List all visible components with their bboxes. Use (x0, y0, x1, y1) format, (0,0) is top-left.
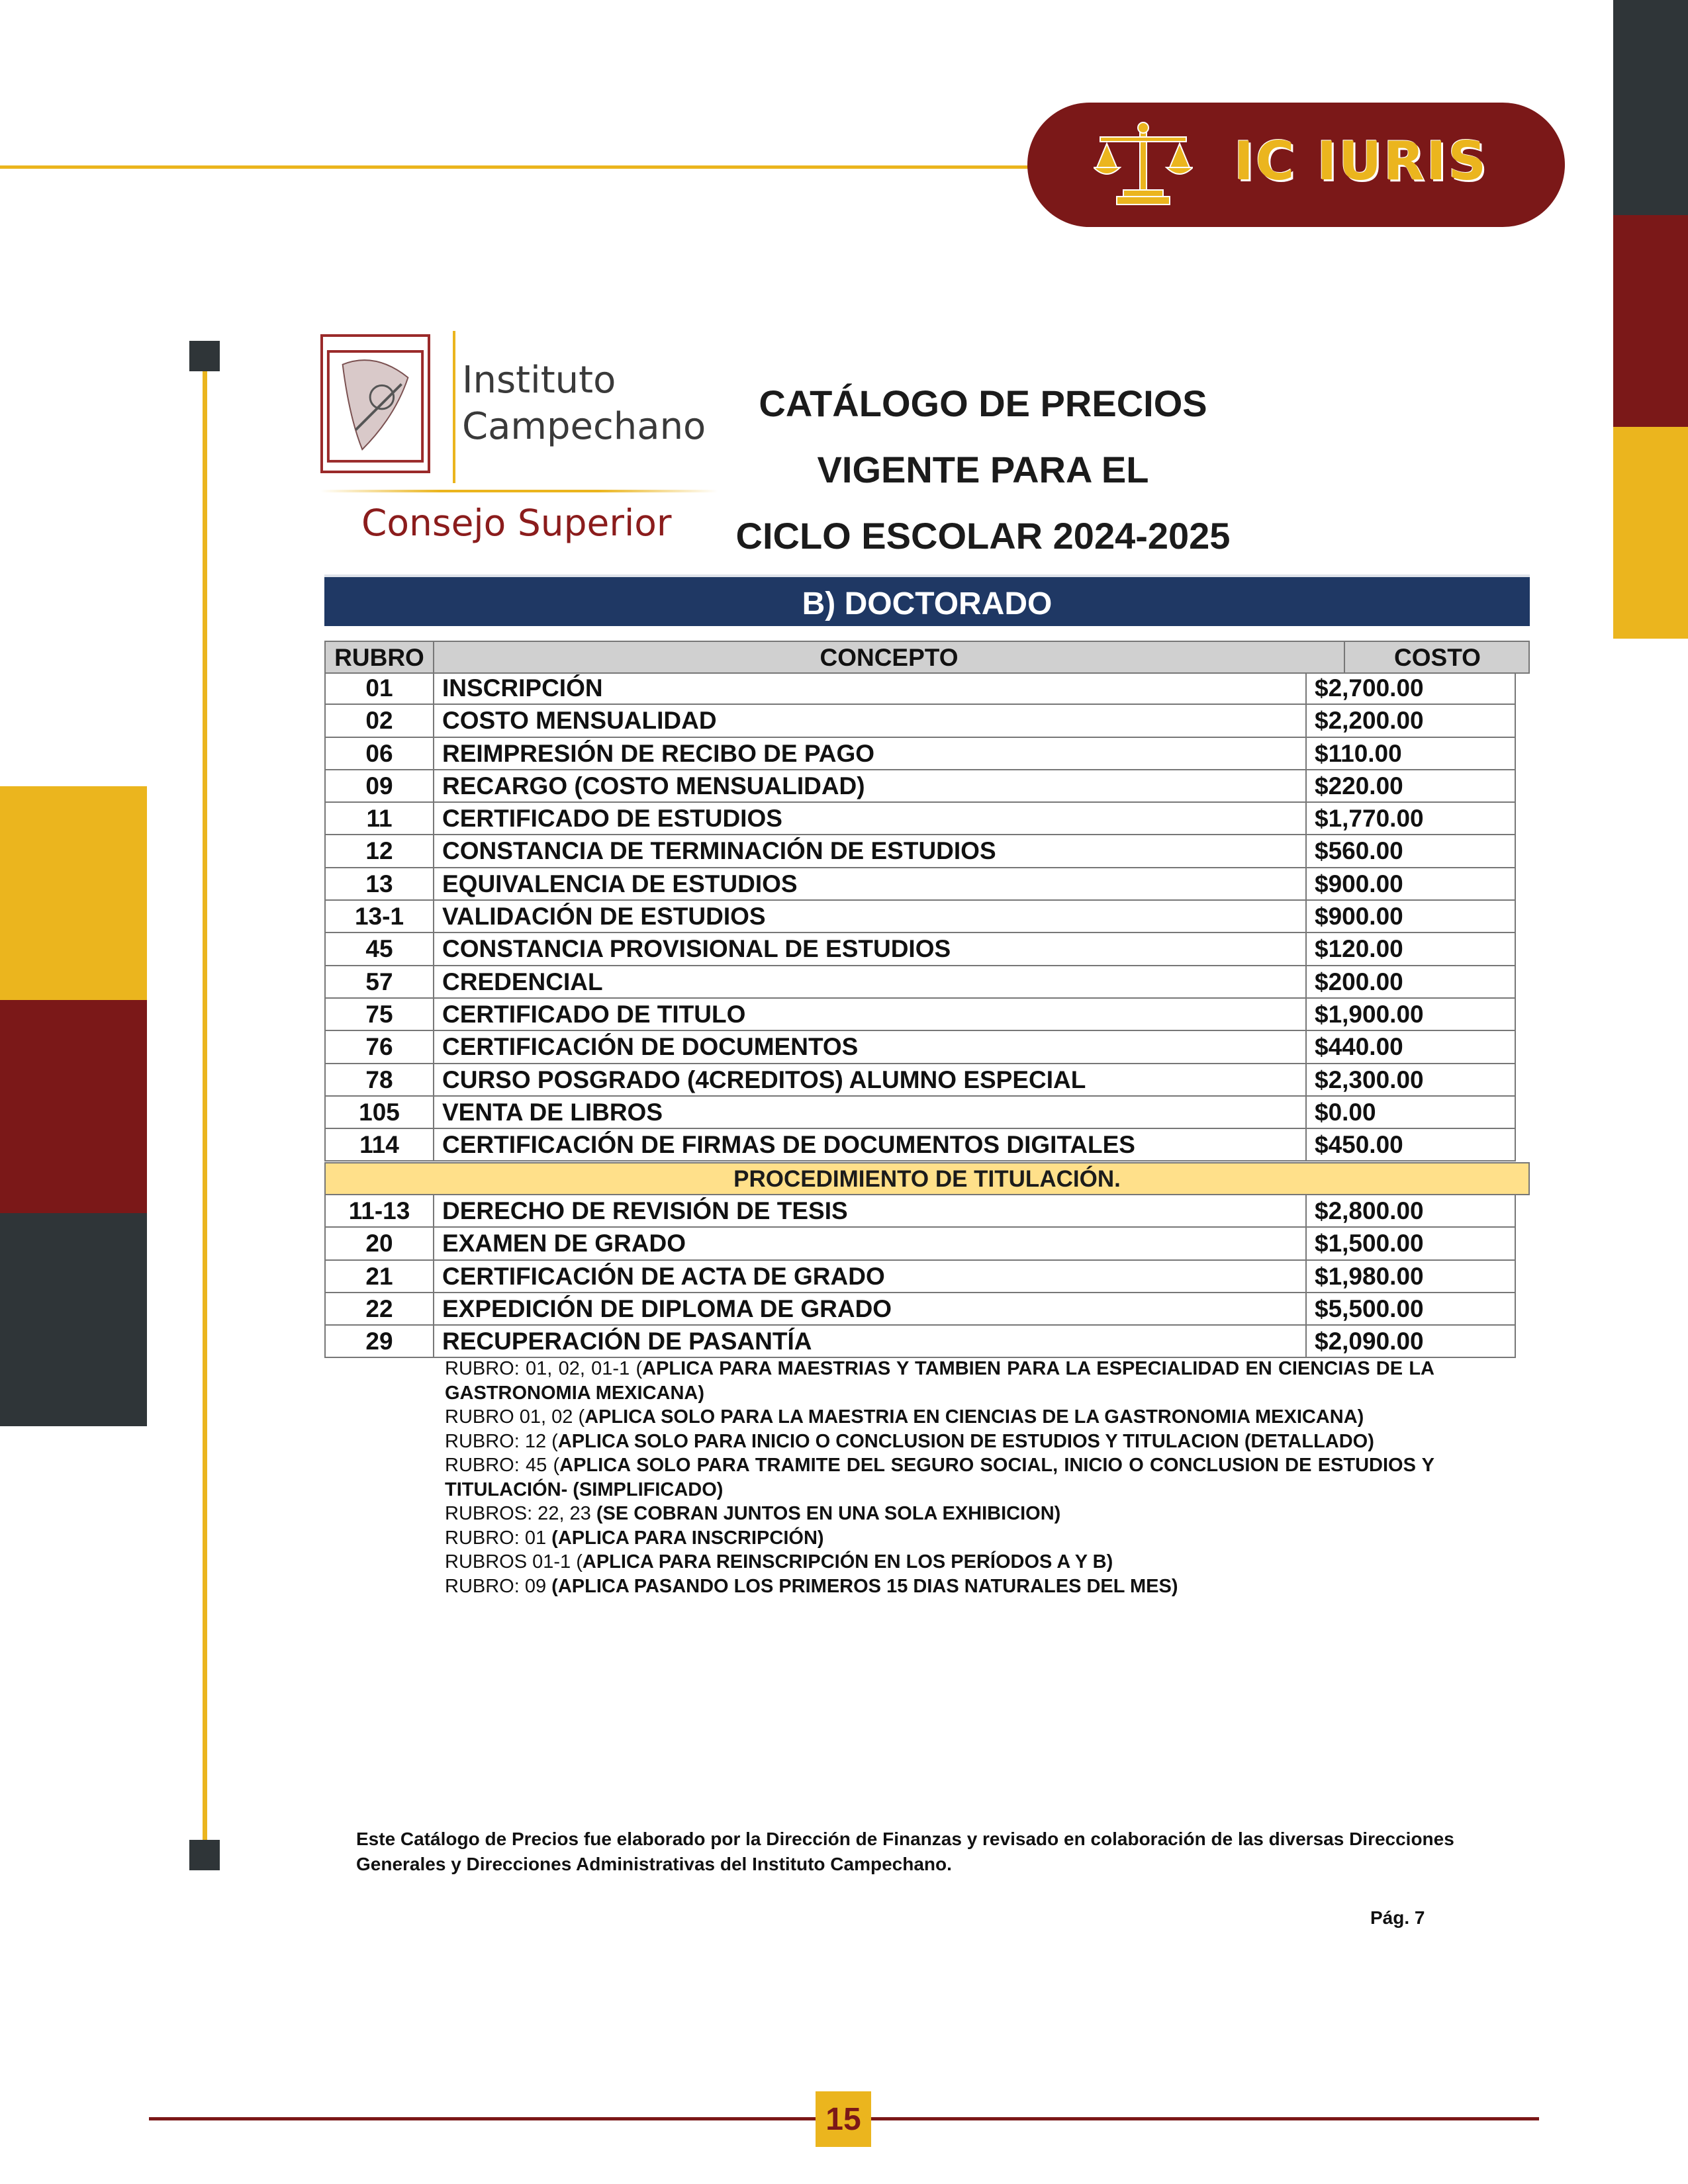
note-text: (APLICA PARA INSCRIPCIÓN) (551, 1527, 824, 1549)
page-label: Pág. 7 (1370, 1907, 1425, 1928)
column-header-concepto: CONCEPTO (434, 642, 1345, 672)
costo-cell: $2,800.00 (1305, 1195, 1516, 1226)
table-row (324, 803, 1516, 835)
right-edge-block-maroon (1613, 215, 1688, 427)
scales-of-justice-icon (1094, 121, 1193, 207)
note-item (445, 1574, 1434, 1599)
right-edge-block-gold (1613, 427, 1688, 639)
column-header-rubro: RUBRO (326, 642, 434, 672)
concepto-cell: CONSTANCIA DE TERMINACIÓN DE ESTUDIOS (442, 837, 996, 865)
table-row (324, 901, 1516, 933)
logo-divider (320, 490, 718, 492)
rubro-cell: 105 (326, 1097, 434, 1128)
note-item (445, 1502, 1434, 1526)
note-prefix: RUBRO: 09 (445, 1575, 552, 1597)
costo-cell: $5,500.00 (1305, 1293, 1516, 1324)
right-edge-block-dark (1613, 0, 1688, 215)
costo-cell: $1,770.00 (1305, 803, 1516, 834)
rubro-cell: 29 (326, 1326, 434, 1357)
concepto-cell: CERTIFICADO DE ESTUDIOS (442, 805, 782, 833)
concepto-cell: VENTA DE LIBROS (442, 1098, 663, 1126)
council-name: Consejo Superior (361, 502, 672, 544)
title-line2: VIGENTE PARA EL (817, 449, 1149, 490)
costo-cell: $2,300.00 (1305, 1064, 1516, 1095)
costo-cell: $1,900.00 (1305, 999, 1516, 1030)
costo-cell: $900.00 (1305, 901, 1516, 932)
rule-bottom-square (189, 1840, 220, 1870)
note-text: (SE COBRAN JUNTOS EN UNA SOLA EXHIBICION) (596, 1503, 1061, 1524)
concepto-cell: EXPEDICIÓN DE DIPLOMA DE GRADO (442, 1295, 892, 1322)
note-prefix: RUBRO: 12 ( (445, 1430, 558, 1452)
rubro-cell: 22 (326, 1293, 434, 1324)
left-vertical-rule (203, 351, 207, 1840)
table-row (324, 1293, 1516, 1326)
note-item (445, 1526, 1434, 1551)
costo-cell: $900.00 (1305, 868, 1516, 899)
concepto-cell: CURSO POSGRADO (4CREDITOS) ALUMNO ESPECIAL (442, 1066, 1086, 1093)
costo-cell: $200.00 (1305, 966, 1516, 997)
rubro-cell: 12 (326, 835, 434, 866)
table-row (324, 1195, 1516, 1228)
concepto-cell: CONSTANCIA PROVISIONAL DE ESTUDIOS (442, 935, 951, 963)
rubro-cell: 75 (326, 999, 434, 1030)
page-number: 15 (816, 2091, 871, 2147)
table-row (324, 705, 1516, 737)
note-text: APLICA SOLO PARA TRAMITE DEL SEGURO SOCIAL, INICIO O CONCLUSION DE ESTUDIOS Y TITULACIÓN- (SIMPLIFICADO) (445, 1455, 1434, 1500)
concepto-cell: CERTIFICACIÓN DE DOCUMENTOS (442, 1033, 859, 1061)
costo-cell: $2,200.00 (1305, 705, 1516, 736)
table-row (324, 1097, 1516, 1129)
price-table-body (324, 672, 1516, 1161)
note-prefix: RUBRO: 01 (445, 1527, 552, 1549)
rubro-cell: 76 (326, 1031, 434, 1062)
note-prefix: RUBROS: 22, 23 (445, 1503, 596, 1524)
note-item (445, 1453, 1434, 1502)
brand-pill (1027, 103, 1565, 227)
note-text: APLICA SOLO PARA LA MAESTRIA EN CIENCIAS DE LA GASTRONOMIA MEXICANA) (585, 1406, 1364, 1428)
table-row (324, 933, 1516, 966)
concepto-cell: VALIDACIÓN DE ESTUDIOS (442, 903, 766, 931)
note-prefix: RUBROS 01-1 ( (445, 1551, 583, 1572)
costo-cell: $450.00 (1305, 1129, 1516, 1160)
note-text: APLICA PARA MAESTRIAS Y TAMBIEN PARA LA ESPECIALIDAD EN CIENCIAS DE LA GASTRONOMIA MEXICANA) (445, 1358, 1434, 1404)
costo-cell: $110.00 (1305, 738, 1516, 769)
left-edge-block-gold (0, 786, 147, 1000)
rubro-cell: 06 (326, 738, 434, 769)
costo-cell: $440.00 (1305, 1031, 1516, 1062)
table-row (324, 999, 1516, 1031)
note-prefix: RUBRO: 01, 02, 01-1 ( (445, 1358, 643, 1379)
table-row (324, 1261, 1516, 1293)
concepto-cell: EXAMEN DE GRADO (442, 1230, 686, 1257)
table-row (324, 672, 1516, 705)
institution-logo (320, 331, 718, 556)
note-text: (APLICA PASANDO LOS PRIMEROS 15 DIAS NATURALES DEL MES) (551, 1575, 1178, 1597)
rubro-cell: 11 (326, 803, 434, 834)
table-row (324, 1228, 1516, 1260)
concepto-cell: INSCRIPCIÓN (442, 674, 603, 702)
note-text: APLICA SOLO PARA INICIO O CONCLUSION DE ESTUDIOS Y TITULACION (DETALLADO) (557, 1430, 1374, 1452)
note-item (445, 1550, 1434, 1574)
costo-cell: $1,980.00 (1305, 1261, 1516, 1292)
costo-cell: $2,700.00 (1305, 672, 1516, 704)
note-prefix: RUBRO: 45 ( (445, 1455, 560, 1476)
section-heading: B) DOCTORADO (324, 574, 1530, 626)
table-row (324, 770, 1516, 803)
rubro-cell: 13 (326, 868, 434, 899)
rubro-cell: 78 (326, 1064, 434, 1095)
notes-block (445, 1357, 1434, 1598)
table-row (324, 868, 1516, 901)
logo-separator (453, 331, 455, 483)
concepto-cell: CERTIFICADO DE TITULO (442, 1000, 746, 1028)
column-header-costo: COSTO (1394, 644, 1481, 671)
concepto-cell: DERECHO DE REVISIÓN DE TESIS (442, 1197, 848, 1224)
costo-cell: $1,500.00 (1305, 1228, 1516, 1259)
table-row (324, 738, 1516, 770)
rubro-cell: 09 (326, 770, 434, 801)
costo-cell: $0.00 (1305, 1097, 1516, 1128)
table-row (324, 1326, 1516, 1358)
left-edge-block-dark (0, 1213, 147, 1426)
concepto-cell: RECUPERACIÓN DE PASANTÍA (442, 1328, 812, 1355)
concepto-cell: EQUIVALENCIA DE ESTUDIOS (442, 870, 798, 897)
costo-cell: $560.00 (1305, 835, 1516, 866)
rule-top-square (189, 341, 220, 371)
note-item (445, 1430, 1434, 1454)
note-prefix: RUBRO 01, 02 ( (445, 1406, 585, 1428)
rubro-cell: 57 (326, 966, 434, 997)
institution-name-line1: Instituto (462, 359, 616, 402)
titulacion-table-body (324, 1195, 1516, 1358)
concepto-cell: COSTO MENSUALIDAD (442, 707, 717, 735)
titulacion-subheading: PROCEDIMIENTO DE TITULACIÓN. (324, 1162, 1530, 1195)
left-edge-block-maroon (0, 1000, 147, 1213)
note-text: APLICA PARA REINSCRIPCIÓN EN LOS PERÍODOS A Y B) (582, 1551, 1113, 1572)
institution-name-line2: Campechano (462, 405, 706, 448)
rubro-cell: 45 (326, 933, 434, 964)
header-rule (0, 165, 1059, 169)
concepto-cell: RECARGO (COSTO MENSUALIDAD) (442, 772, 865, 799)
page-title (702, 371, 1264, 569)
table-row (324, 1129, 1516, 1161)
rubro-cell: 114 (326, 1129, 434, 1160)
rubro-cell: 21 (326, 1261, 434, 1292)
concepto-cell: CERTIFICACIÓN DE FIRMAS DE DOCUMENTOS DIGITALES (442, 1131, 1135, 1159)
rubro-cell: 13-1 (326, 901, 434, 932)
note-item (445, 1357, 1434, 1405)
table-row (324, 966, 1516, 999)
institution-name (462, 357, 706, 450)
rubro-cell: 02 (326, 705, 434, 736)
title-line1: CATÁLOGO DE PRECIOS (759, 383, 1207, 424)
brand-title: IC IURIS (1234, 130, 1489, 192)
institution-seal-icon (320, 334, 430, 473)
costo-cell: $120.00 (1305, 933, 1516, 964)
rubro-cell: 11-13 (326, 1195, 434, 1226)
table-row (324, 1031, 1516, 1064)
rubro-cell: 01 (326, 672, 434, 704)
table-row (324, 835, 1516, 868)
concepto-cell: CREDENCIAL (442, 968, 603, 995)
concepto-cell: CERTIFICACIÓN DE ACTA DE GRADO (442, 1262, 885, 1290)
title-line3: CICLO ESCOLAR 2024-2025 (735, 515, 1231, 557)
note-item (445, 1405, 1434, 1430)
table-row (324, 1064, 1516, 1097)
costo-cell: $220.00 (1305, 770, 1516, 801)
rubro-cell: 20 (326, 1228, 434, 1259)
footer-note: Este Catálogo de Precios fue elaborado por la Dirección de Finanzas y revisado en colaboración de las diversas Direcciones Generales y Direcciones Administrativas del Instituto Campechano. (356, 1829, 1454, 1874)
costo-cell: $2,090.00 (1305, 1326, 1516, 1357)
concepto-cell: REIMPRESIÓN DE RECIBO DE PAGO (442, 739, 875, 767)
table-header (324, 641, 1530, 674)
